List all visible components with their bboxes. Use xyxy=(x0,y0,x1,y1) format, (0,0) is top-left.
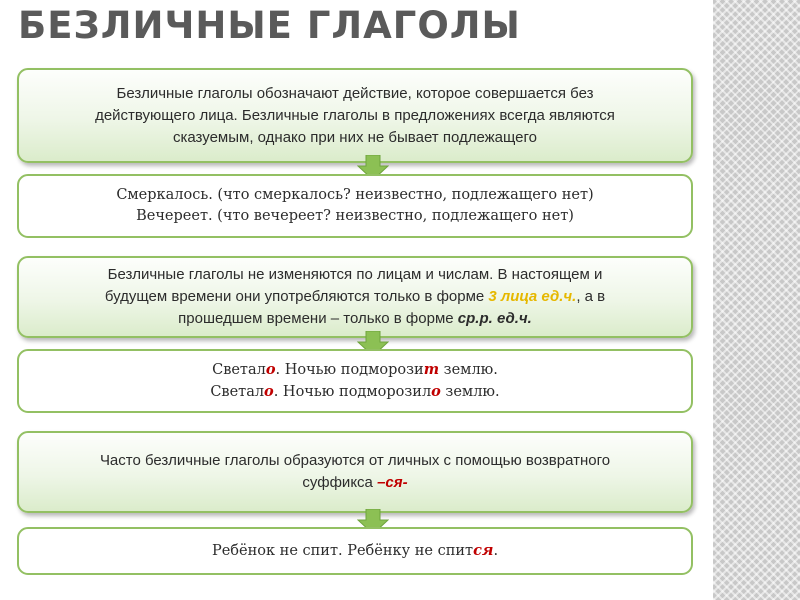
ending-highlight: о xyxy=(431,383,441,400)
suffix-example-line xyxy=(212,540,498,562)
definition-line-2: действующего лица. Безличные глаголы в предложениях всегда являются xyxy=(95,106,615,124)
suffix-rule-box xyxy=(17,431,693,513)
forms-rule-line-2 xyxy=(105,286,605,308)
example-line-2: Вечереет. (что вечереет? неизвестно, подлежащего нет) xyxy=(136,208,574,224)
text-run: землю. xyxy=(439,362,498,378)
definition-line-1: Безличные глаголы обозначают действие, которое совершается без xyxy=(116,84,594,102)
ending-highlight: т xyxy=(423,361,440,378)
forms-rule-box xyxy=(17,256,693,338)
text-run: Светал xyxy=(212,362,266,378)
highlight-3rd-person: 3 лица ед.ч. xyxy=(488,288,577,305)
definition-box xyxy=(17,68,693,163)
example-line-1: Смеркалось. (что смеркалось? неизвестно, подлежащего нет) xyxy=(116,187,594,203)
ending-highlight: о xyxy=(265,361,276,378)
text-run: прошедшем времени – только в форме xyxy=(178,310,458,327)
text-run: землю. xyxy=(440,384,500,400)
forms-example-line-2 xyxy=(210,381,499,403)
text-run: Светал xyxy=(210,384,265,400)
forms-rule-line-3 xyxy=(178,308,532,330)
text-run: . Ночью подморозил xyxy=(273,384,432,400)
highlight-neuter-singular: ср.р. ед.ч. xyxy=(457,310,532,327)
suffix-rule-line-1: Часто безличные глаголы образуются от личных с помощью возвратного xyxy=(99,452,611,469)
suffix-example-box xyxy=(17,527,693,575)
text-run: . xyxy=(493,543,499,559)
text-run: Ребёнок не спит. Ребёнку не спит xyxy=(211,543,474,559)
decorative-side-stripe xyxy=(713,0,800,600)
text-run: . Ночью подморози xyxy=(275,362,424,378)
suffix-highlight: ся xyxy=(473,542,494,559)
suffix-highlight: –ся- xyxy=(377,474,408,491)
definition-line-3: сказуемым, однако при них не бывает подлежащего xyxy=(172,128,538,146)
text-run: будущем времени они употребляются только в форме xyxy=(104,288,489,305)
forms-rule-line-1: Безличные глаголы не изменяются по лицам и числам. В настоящем и xyxy=(107,266,603,283)
forms-examples-box xyxy=(17,349,693,413)
forms-example-line-1 xyxy=(212,359,498,381)
examples-box xyxy=(17,174,693,238)
ending-highlight: о xyxy=(264,383,274,400)
page-title: БЕЗЛИЧНЫЕ ГЛАГОЛЫ xyxy=(18,4,521,47)
text-run: , а в xyxy=(576,288,606,305)
suffix-rule-line-2 xyxy=(302,472,407,494)
text-run: суффикса xyxy=(302,474,378,491)
